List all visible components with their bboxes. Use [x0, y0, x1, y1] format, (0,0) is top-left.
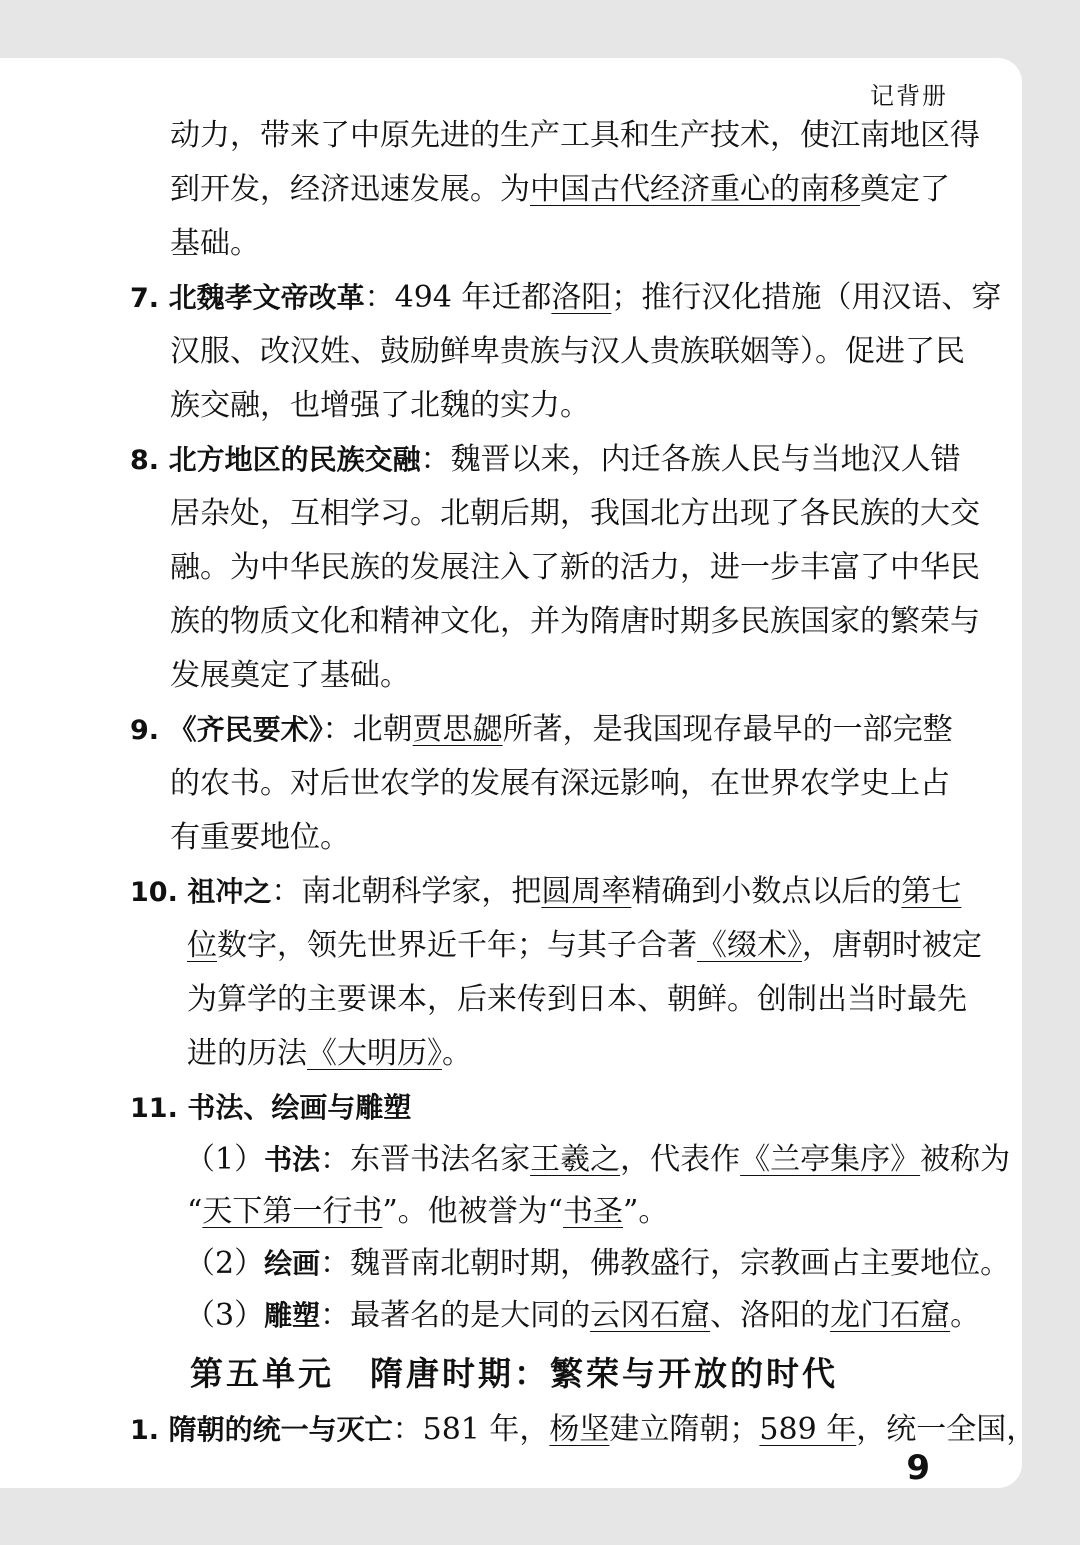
- text: 精确到小数点以后的: [631, 874, 902, 909]
- item-number: 10.: [130, 877, 178, 908]
- key-phrase: 《兰亭集序》: [740, 1142, 921, 1177]
- sub-item-3-line: [185, 1296, 980, 1336]
- unit-heading: 第五单元 隋唐时期：繁荣与开放的时代: [190, 1354, 838, 1393]
- paragraph-line: [187, 926, 982, 966]
- text: 基础。: [170, 226, 260, 261]
- paragraph-line: [170, 224, 260, 264]
- running-head: 记背册: [870, 82, 948, 110]
- item-term: 书法、绘画与雕塑: [187, 1091, 412, 1124]
- key-phrase: 天下第一行书: [202, 1194, 383, 1229]
- item-term: 《齐民要术》: [168, 713, 323, 746]
- text: 汉服、改汉姓、鼓励鲜卑贵族与汉人贵族联姻等）。促进了民: [170, 334, 965, 369]
- colon: ：: [271, 874, 302, 909]
- key-phrase: 《缀术》: [697, 928, 802, 963]
- paragraph-line: [170, 656, 410, 696]
- paragraph-line: [187, 980, 967, 1020]
- item-number: 9.: [130, 715, 160, 746]
- item-term: 北魏孝文帝改革: [168, 281, 365, 314]
- sub-term: 雕塑: [264, 1299, 321, 1332]
- colon: ：: [322, 712, 353, 747]
- colon: ：: [420, 442, 451, 477]
- sub-item-1-line: [185, 1140, 1010, 1180]
- text: 族的物质文化和精神文化，并为隋唐时期多民族国家的繁荣与: [170, 604, 980, 639]
- item-10-line: [130, 872, 961, 912]
- paragraph-line: [170, 548, 980, 588]
- item-term: 祖冲之: [187, 875, 272, 908]
- key-phrase: 云冈石窟: [590, 1298, 711, 1333]
- text: 发展奠定了基础。: [170, 658, 410, 693]
- text: 进的历法: [187, 1036, 307, 1071]
- item-number: 11.: [130, 1093, 178, 1124]
- text: ，统一全国，: [856, 1412, 1037, 1447]
- key-phrase: 王羲之: [530, 1142, 621, 1177]
- sub-index: （3）: [185, 1298, 265, 1333]
- text: 动力，带来了中原先进的生产工具和生产技术，使江南地区得: [170, 118, 980, 153]
- key-phrase: 《大明历》: [307, 1036, 442, 1071]
- paragraph-line: [170, 494, 980, 534]
- item-term: 北方地区的民族交融: [168, 443, 421, 476]
- paragraph-line: [170, 170, 950, 210]
- paragraph-line: [170, 602, 980, 642]
- book-page: [0, 58, 1037, 1488]
- text: 。: [442, 1036, 472, 1071]
- text: 东晋书法名家: [350, 1142, 531, 1177]
- item-number: 7.: [130, 283, 160, 314]
- text: 到开发，经济迅速发展。为: [170, 172, 530, 207]
- key-phrase: 杨坚: [549, 1412, 610, 1447]
- sub-index: （2）: [185, 1246, 265, 1281]
- sub-term: 书法: [264, 1143, 321, 1176]
- key-phrase: 589 年: [759, 1412, 857, 1447]
- colon: ：: [320, 1142, 351, 1177]
- text: 为算学的主要课本，后来传到日本、朝鲜。创制出当时最先: [187, 982, 967, 1017]
- item-7-line: [130, 278, 1001, 318]
- text: 族交融，也增强了北魏的实力。: [170, 388, 590, 423]
- paragraph-line: [170, 764, 950, 804]
- key-phrase: 位: [187, 928, 217, 963]
- sub-term: 绘画: [264, 1247, 321, 1280]
- key-phrase: 中国古代经济重心的南移: [530, 172, 860, 207]
- text: 数字，领先世界近千年；与其子合著: [217, 928, 697, 963]
- text: 。: [950, 1298, 981, 1333]
- page-number: 9: [906, 1448, 930, 1488]
- item-8-line: [130, 440, 961, 480]
- text: 南北朝科学家，把: [301, 874, 542, 909]
- colon: ：: [392, 1412, 423, 1447]
- text: 581 年，: [422, 1412, 550, 1447]
- text: 最著名的是大同的: [350, 1298, 591, 1333]
- paragraph-line: [187, 1034, 472, 1074]
- paragraph-line: [170, 386, 590, 426]
- text: 被称为: [920, 1142, 1011, 1177]
- item-11-line: [130, 1088, 411, 1128]
- sub-index: （1）: [185, 1142, 265, 1177]
- text: 所著，是我国现存最早的一部完整: [502, 712, 953, 747]
- text: 的农书。对后世农学的发展有深远影响，在世界农学史上占: [170, 766, 950, 801]
- paragraph-line: [170, 116, 980, 156]
- text: 北朝: [352, 712, 413, 747]
- key-phrase: 第七: [901, 874, 962, 909]
- text: ；推行汉化措施（用汉语、穿: [611, 280, 1002, 315]
- key-phrase: 洛阳: [551, 280, 612, 315]
- colon: ：: [320, 1298, 351, 1333]
- key-phrase: 圆周率: [541, 874, 632, 909]
- paragraph-line: [187, 1192, 668, 1232]
- sub-item-2-line: [185, 1244, 1010, 1284]
- text: 魏晋以来，内迁各族人民与当地汉人错: [450, 442, 961, 477]
- text: 、洛阳的: [710, 1298, 831, 1333]
- colon: ：: [364, 280, 395, 315]
- text: ”。: [623, 1194, 669, 1229]
- text: “: [187, 1194, 203, 1229]
- text: 奠定了: [860, 172, 950, 207]
- text: 494 年迁都: [394, 280, 552, 315]
- paragraph-line: [170, 818, 350, 858]
- text: 魏晋南北朝时期，佛教盛行，宗教画占主要地位。: [350, 1246, 1011, 1281]
- item-number: 8.: [130, 445, 160, 476]
- text: ，代表作: [620, 1142, 741, 1177]
- key-phrase: 书圣: [563, 1194, 624, 1229]
- key-phrase: 龙门石窟: [830, 1298, 951, 1333]
- item-term: 隋朝的统一与灭亡: [168, 1413, 393, 1446]
- text: ”。他被誉为“: [382, 1194, 564, 1229]
- text: ，唐朝时被定: [802, 928, 982, 963]
- paragraph-line: [170, 332, 965, 372]
- text: 有重要地位。: [170, 820, 350, 855]
- colon: ：: [320, 1246, 351, 1281]
- text: 居杂处，互相学习。北朝后期，我国北方出现了各民族的大交: [170, 496, 980, 531]
- item-9-line: [130, 710, 953, 750]
- text: 融。为中华民族的发展注入了新的活力，进一步丰富了中华民: [170, 550, 980, 585]
- text: 建立隋朝；: [609, 1412, 760, 1447]
- item-number: 1.: [130, 1415, 160, 1446]
- unit5-item-1-line: [130, 1410, 1036, 1450]
- key-phrase: 贾思勰: [412, 712, 503, 747]
